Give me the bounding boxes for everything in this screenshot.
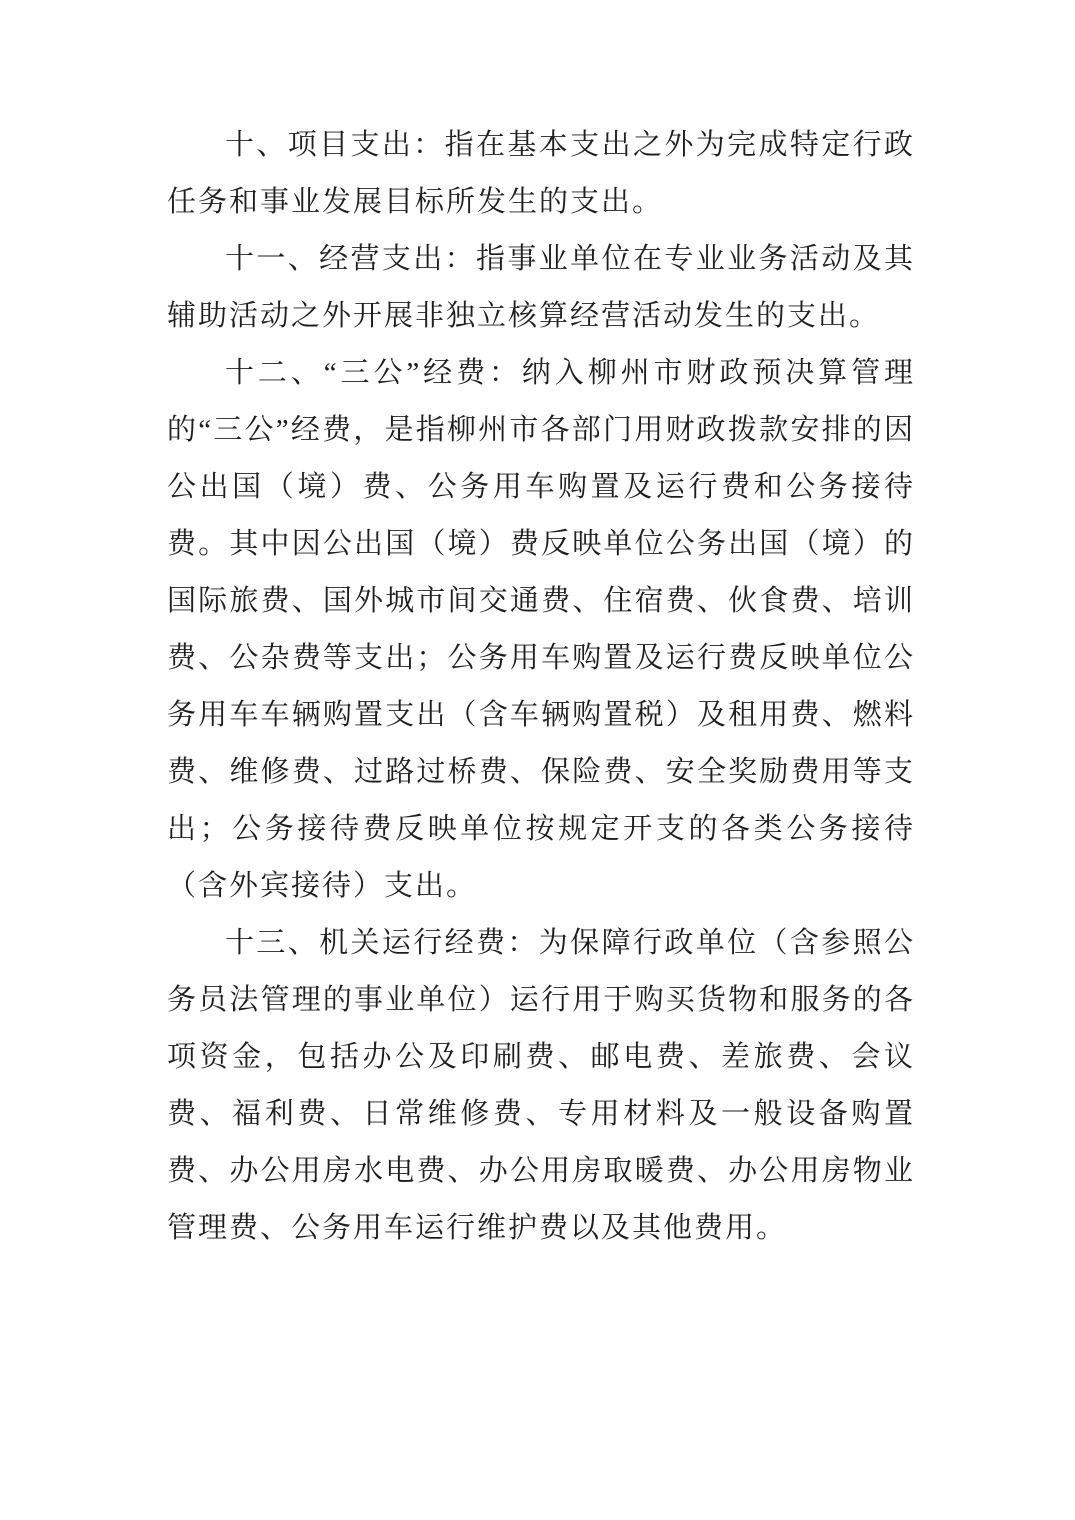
paragraph-item-10-project-expenditure: 十、项目支出：指在基本支出之外为完成特定行政任务和事业发展目标所发生的支出。 (167, 129, 915, 218)
paragraph-item-13-agency-operating-funds: 十三、机关运行经费：为保障行政单位（含参照公务员法管理的事业单位）运行用于购买货物和服务的各项资金，包括办公及印刷费、邮电费、差旅费、会议费、福利费、日常维修费、专用材料及一般设备购置费、办公用房水电费、办公用房取暖费、办公用房物业管理费、公务用车运行维护费以及其他费用。 (167, 927, 915, 1244)
paragraph-item-12-three-public-funds: 十二、“三公”经费：纳入柳州市财政预决算管理的“三公”经费，是指柳州市各部门用财政拨款安排的因公出国（境）费、公务用车购置及运行费和公务接待费。其中因公出国（境）费反映单位公务出国（境）的国际旅费、国外城市间交通费、住宿费、伙食费、培训费、公杂费等支出；公务用车购置及运行费反映单位公务用车车辆购置支出（含车辆购置税）及租用费、燃料费、维修费、过路过桥费、保险费、安全奖励费用等支出；公务接待费反映单位按规定开支的各类公务接待（含外宾接待）支出。 (167, 357, 915, 902)
paragraph-item-11-operating-expenditure: 十一、经营支出：指事业单位在专业业务活动及其辅助活动之外开展非独立核算经营活动发生的支出。 (167, 243, 915, 332)
document-body (167, 117, 915, 1257)
